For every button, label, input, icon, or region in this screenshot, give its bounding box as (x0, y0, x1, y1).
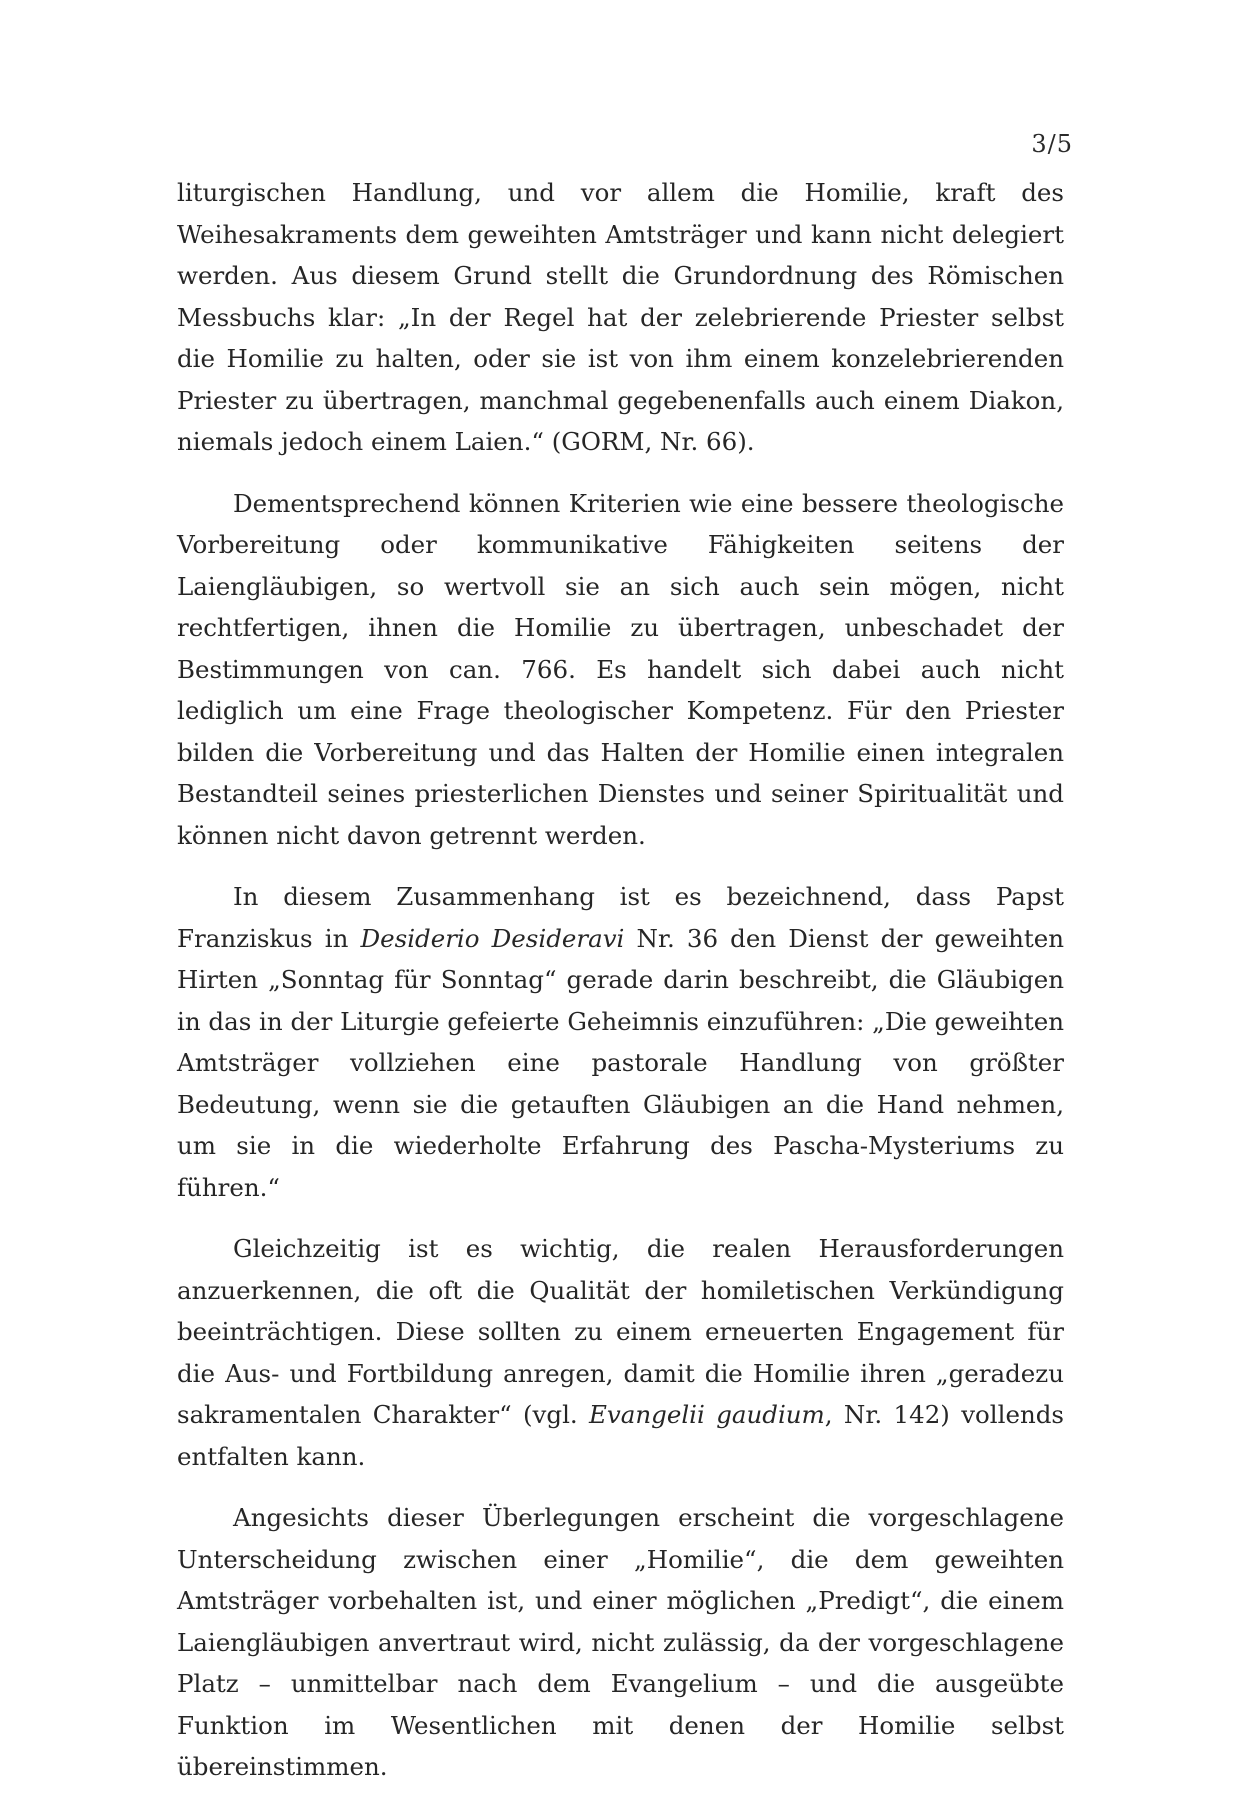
document-title-reference: Evangelii gaudium (589, 1400, 825, 1429)
paragraph-continuation: liturgischen Handlung, und vor allem die Homilie, kraft des Weihesakraments dem geweihten Amtsträger und kann nicht delegiert werden. Aus diesem Grund stellt die Grundordnung des Römischen Messbuchs klar: „In der Regel hat der zelebrierende Priester selbst die Homilie zu halten, oder sie ist von ihm einem konzelebrierenden Priester zu übertragen, manchmal gegebenenfalls auch einem Diakon, niemals jedoch einem Laien.“ (GORM, Nr. 66). (177, 178, 1064, 456)
paragraph-text: In diesem Zusammenhang ist es bezeichnend, dass Papst Franziskus in (177, 882, 1064, 953)
page-number: 3/5 (1031, 130, 1073, 158)
paragraph-challenges (177, 1228, 1064, 1477)
paragraph-text: Gleichzeitig ist es wichtig, die realen Herausforderungen anzuerkennen, die oft die Qualität der homiletischen Verkündigung beeinträchtigen. Diese sollten zu einem erneuerten Engagement für die Aus- und Fortbildung anregen, damit die Homilie ihren „geradezu sakramentalen Charakter“ (vgl. (177, 1234, 1064, 1429)
document-title-reference: Desiderio Desideravi (360, 923, 625, 953)
document-body (177, 172, 1064, 1808)
paragraph-text: , Nr. 142) vollends entfalten kann. (177, 1400, 1064, 1471)
paragraph-text: Nr. 36 den Dienst der geweihten Hirten „Sonntag für Sonntag“ gerade darin beschreibt, die Gläubigen in das in der Liturgie gefeierte Geheimnis einzuführen: „Die geweihten Amtsträger vollziehen eine pastorale Handlung von größter Bedeutung, wenn sie die getauften Gläubigen an die Hand nehmen, um sie in die wiederholte Erfahrung des Pascha-Mysteriums zu führen.“ (177, 923, 1065, 1202)
paragraph-conclusion: Angesichts dieser Überlegungen erscheint die vorgeschlagene Unterscheidung zwischen einer „Homilie“, die dem geweihten Amtsträger vorbehalten ist, und einer möglichen „Predigt“, die einem Laiengläubigen anvertraut wird, nicht zulässig, da der vorgeschlagene Platz – unmittelbar nach dem Evangelium – und die ausgeübte Funktion im Wesentlichen mit denen der Homilie selbst übereinstimmen. (177, 1503, 1064, 1781)
paragraph-criteria: Dementsprechend können Kriterien wie eine bessere theologische Vorbereitung oder kommunikative Fähigkeiten seitens der Laiengläubigen, so wertvoll sie an sich auch sein mögen, nicht rechtfertigen, ihnen die Homilie zu übertragen, unbeschadet der Bestimmungen von can. 766. Es handelt sich dabei auch nicht lediglich um eine Frage theologischer Kompetenz. Für den Priester bilden die Vorbereitung und das Halten der Homilie einen integralen Bestandteil seines priesterlichen Dienstes und seiner Spiritualität und können nicht davon getrennt werden. (177, 488, 1064, 850)
paragraph-desiderio-desideravi (177, 876, 1064, 1208)
